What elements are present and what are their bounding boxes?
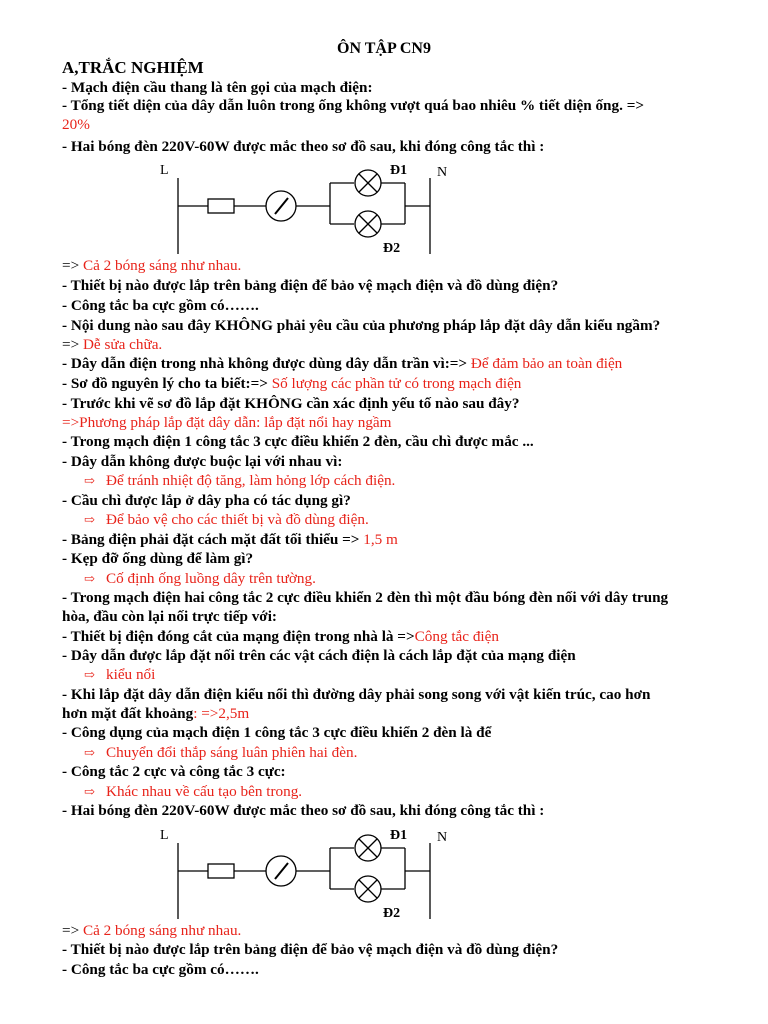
question-text: - Mạch điện cầu thang là tên gọi của mạch điện: (62, 79, 373, 96)
question-line (62, 627, 728, 646)
answer-text: 1,5 m (363, 531, 398, 548)
arrow-right-icon: ⇨ (84, 512, 95, 527)
question-text: - Thiết bị nào được lắp trên bảng điện để bảo vệ mạch điện và đồ dùng điện? (62, 941, 559, 958)
circuit-diagram-1 (0, 158, 768, 268)
question-line (62, 588, 728, 607)
question-line (62, 646, 728, 665)
question-line (84, 743, 728, 762)
document-title: ÔN TẬP CN9 (337, 40, 431, 57)
section-heading: A,TRẮC NGHIỆM (62, 58, 204, 77)
question-line (62, 530, 728, 549)
question-line (62, 940, 728, 959)
arrow-right-icon: ⇨ (84, 571, 95, 586)
arrow-right-icon: ⇨ (84, 745, 95, 760)
question-line (62, 607, 728, 626)
question-line (62, 335, 728, 354)
question-line (62, 276, 728, 295)
question-text: - Dây dẫn điện trong nhà không được dùng dây dẫn trần vì:=> (62, 355, 471, 372)
question-line (62, 96, 728, 115)
question-line (62, 723, 728, 742)
question-line (62, 491, 728, 510)
answer-text: 20% (62, 116, 90, 133)
question-line (84, 665, 728, 684)
question-text: - Công tắc ba cực gồm có……. (62, 961, 259, 978)
question-text: - Tổng tiết diện của dây dẫn luôn trong ống không vượt quá bao nhiêu % tiết diện ống. => (62, 97, 644, 114)
question-text: - Nội dung nào sau đây KHÔNG phải yêu cầu của phương pháp lắp đặt dây dẫn kiểu ngầm? (62, 317, 661, 334)
question-line (62, 762, 728, 781)
answer-text: Để bảo vệ cho các thiết bị và đồ dùng điện. (106, 511, 369, 528)
question-text: hơn mặt đất khoảng (62, 705, 194, 722)
answer-text: Công tắc điện (414, 628, 499, 645)
question-line (84, 471, 728, 490)
question-text: - Hai bóng đèn 220V-60W được mắc theo sơ đồ sau, khi đóng công tắc thì : (62, 138, 545, 155)
question-line (84, 510, 728, 529)
question-text: - Công tắc ba cực gồm có……. (62, 297, 259, 314)
arrow-right-icon: ⇨ (84, 667, 95, 682)
question-line (62, 960, 728, 979)
question-text: - Dây dẫn được lắp đặt nối trên các vật cách điện là cách lắp đặt của mạng điện (62, 647, 576, 664)
answer-text: Cố định ống luồng dây trên tường. (106, 570, 316, 587)
arrow-right-icon: ⇨ (84, 473, 95, 488)
question-text: => (62, 922, 83, 939)
question-text: - Hai bóng đèn 220V-60W được mắc theo sơ đồ sau, khi đóng công tắc thì : (62, 802, 545, 819)
question-text: => (62, 257, 83, 274)
answer-text: =>Phương pháp lắp đặt dây dẫn: lắp đặt nổi hay ngầm (62, 414, 392, 431)
answer-text: Số lượng các phần tử có trong mạch điện (271, 375, 522, 392)
question-text: - Công dụng của mạch điện 1 công tắc 3 cực điều khiển 2 đèn là để (62, 724, 492, 741)
label-D2: Đ2 (383, 241, 401, 256)
question-line (62, 354, 728, 373)
answer-text: Chuyển đổi thắp sáng luân phiên hai đèn. (106, 744, 358, 761)
answer-text: Để tránh nhiệt độ tăng, làm hỏng lớp cách điện. (106, 472, 396, 489)
question-text: - Thiết bị điện đóng cắt của mạng điện trong nhà là => (62, 628, 415, 645)
question-line (62, 296, 728, 315)
question-text: - Dây dẫn không được buộc lại với nhau vì: (62, 453, 343, 470)
question-text: - Công tắc 2 cực và công tắc 3 cực: (62, 763, 286, 780)
question-text: - Trong mạch điện hai công tắc 2 cực điều khiển 2 đèn thì một đầu bóng đèn nối với dây trung (62, 589, 669, 606)
question-line (84, 569, 728, 588)
label-D2-2: Đ2 (383, 906, 401, 921)
question-text: - Trước khi vẽ sơ đồ lắp đặt KHÔNG cần xác định yếu tố nào sau đây? (62, 395, 520, 412)
question-line (62, 685, 728, 704)
question-line (62, 115, 728, 134)
answer-text: Cả 2 bóng sáng như nhau. (82, 257, 242, 274)
label-D1: Đ1 (390, 163, 408, 178)
question-text: => (62, 336, 83, 353)
question-line (84, 782, 728, 801)
question-line (62, 549, 728, 568)
question-line (62, 394, 728, 413)
label-N: N (437, 165, 448, 180)
answer-text: Dễ sửa chữa. (82, 336, 163, 353)
question-line (62, 801, 728, 820)
question-text: - Khi lắp đặt dây dẫn điện kiểu nổi thì đường dây phải song song với vật kiến trúc, cao hơn (62, 686, 651, 703)
question-text: - Trong mạch điện 1 công tắc 3 cực điều khiển 2 đèn, cầu chì được mắc ... (62, 433, 534, 450)
question-line (62, 704, 728, 723)
question-text: - Cầu chì được lắp ở dây pha có tác dụng gì? (62, 492, 351, 509)
answer-text: Cả 2 bóng sáng như nhau. (82, 922, 242, 939)
answer-text: Để đảm bảo an toàn điện (470, 355, 623, 372)
question-line (62, 452, 728, 471)
question-text: - Sơ đồ nguyên lý cho ta biết:=> (62, 375, 272, 392)
question-line (62, 78, 728, 97)
label-L-2: L (160, 828, 169, 843)
question-line (62, 413, 728, 432)
question-text: - Kẹp đỡ ống dùng để làm gì? (62, 550, 254, 567)
circuit-diagram-2 (0, 823, 768, 933)
question-line (62, 316, 728, 335)
question-text: - Bảng điện phải đặt cách mặt đất tối thiểu => (62, 531, 364, 548)
answer-text: Khác nhau về cấu tạo bên trong. (106, 783, 303, 800)
label-D1-2: Đ1 (390, 828, 408, 843)
question-line (62, 374, 728, 393)
question-text: - Thiết bị nào được lắp trên bảng điện để bảo vệ mạch điện và đồ dùng điện? (62, 277, 559, 294)
label-N-2: N (437, 830, 448, 845)
label-L: L (160, 163, 169, 178)
answer-text: kiểu nổi (106, 666, 156, 683)
question-text: hòa, đầu còn lại nối trực tiếp với: (62, 608, 277, 625)
question-line (62, 432, 728, 451)
arrow-right-icon: ⇨ (84, 784, 95, 799)
question-line (62, 137, 728, 156)
answer-text: : =>2,5m (193, 705, 250, 722)
